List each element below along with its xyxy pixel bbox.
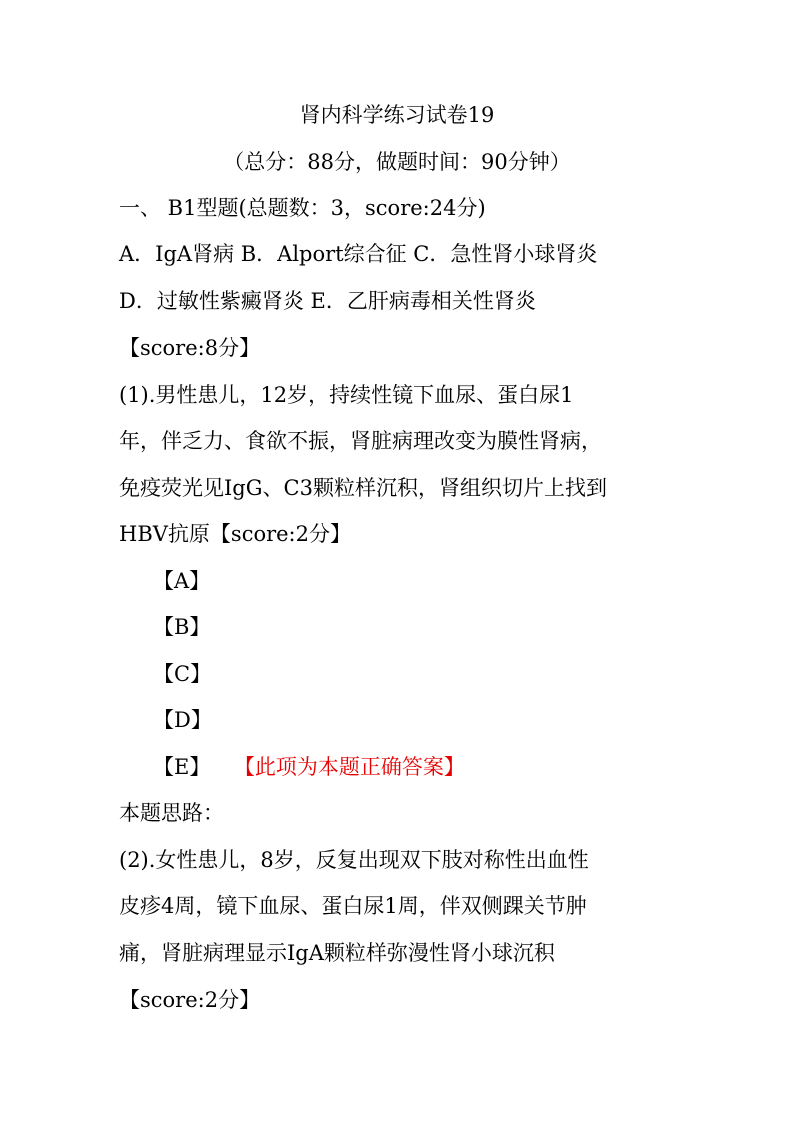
page-subtitle: （总分：88分，做题时间：90分钟） [223, 150, 571, 174]
question-2-line: 痛，肾脏病理显示IgA颗粒样弥漫性肾小球沉积 [119, 941, 555, 965]
options-line-1: A．IgA肾病 B．Alport综合征 C．急性肾小球肾炎 [119, 242, 598, 266]
correct-answer-note: 【此项为本题正确答案】 [244, 755, 465, 779]
question-1-line: 年，伴乏力、食欲不振，肾脏病理改变为膜性肾病， [119, 429, 602, 453]
choice-a: 【A】 [153, 569, 211, 593]
page-title: 肾内科学练习试卷19 [299, 103, 495, 127]
choice-b: 【B】 [153, 615, 211, 639]
question-2-line: (2).女性患儿，8岁，反复出现双下肢对称性出血性 [119, 848, 589, 872]
question-2-line: 【score:2分】 [119, 988, 261, 1012]
choice-e: 【E】 [153, 755, 211, 779]
choice-e-row [153, 755, 465, 779]
choice-c: 【C】 [153, 662, 212, 686]
question-1-line: (1).男性患儿，12岁，持续性镜下血尿、蛋白尿1 [119, 383, 574, 407]
choice-d: 【D】 [153, 708, 212, 732]
analysis-label: 本题思路： [119, 801, 224, 825]
options-line-2: D．过敏性紫癜肾炎 E．乙肝病毒相关性肾炎 [119, 289, 536, 313]
section-heading: 一、 B1型题(总题数：3，score:24分) [119, 196, 486, 220]
question-1-line: HBV抗原【score:2分】 [119, 522, 351, 546]
question-1-line: 免疫荧光见IgG、C3颗粒样沉积，肾组织切片上找到 [119, 476, 607, 500]
question-2-line: 皮疹4周，镜下血尿、蛋白尿1周，伴双侧踝关节肿 [119, 894, 587, 918]
group-score: 【score:8分】 [119, 336, 261, 360]
